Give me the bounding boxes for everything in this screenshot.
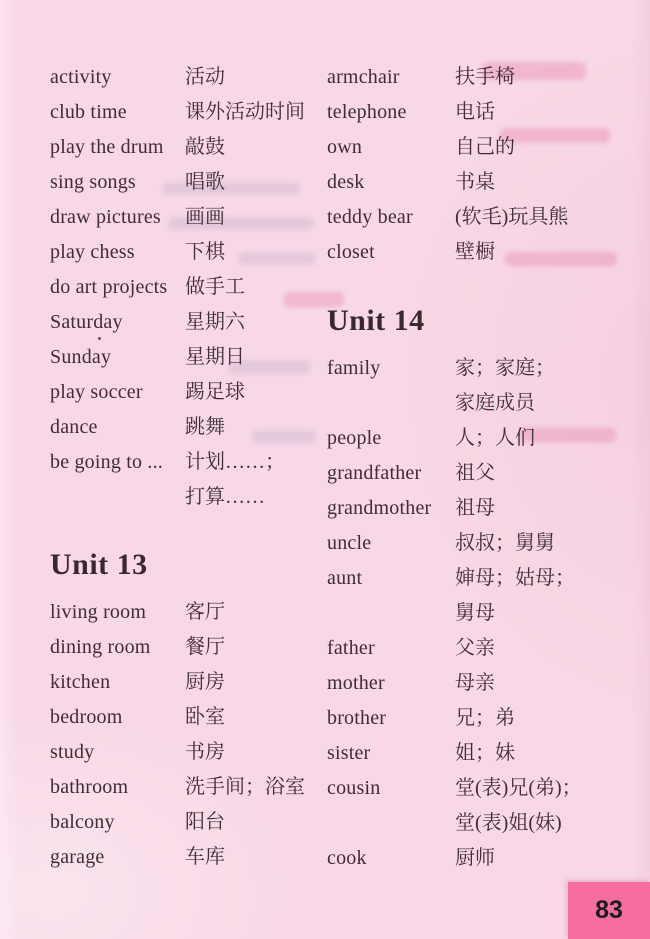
vocab-row [327,526,627,561]
vocab-row [327,841,627,876]
english-term: desk [327,171,365,193]
unit-14-heading: Unit 14 [327,304,425,337]
chinese-translation: 洗手间；浴室 [185,776,305,798]
page-number: 83 [595,896,623,924]
chinese-translation: 敲鼓 [185,136,225,158]
vocab-row [327,60,627,95]
english-term: living room [50,601,147,623]
right-column [327,60,627,876]
vocab-row [50,235,330,270]
vocab-row [50,410,330,445]
vocab-row [327,491,627,526]
vocab-row [327,666,627,701]
chinese-translation: 做手工 [185,276,245,298]
chinese-translation [455,561,575,631]
vocab-row [50,805,330,840]
chinese-translation: 唱歌 [185,171,225,193]
unit-14-vocab-list [327,351,627,876]
chinese-translation: 踢足球 [185,381,245,403]
vocab-row [327,165,627,200]
vocab-row [327,701,627,736]
unit-13-heading: Unit 13 [50,548,148,581]
english-term: mother [327,672,385,694]
english-term: play soccer [50,381,143,403]
chinese-translation: 扶手椅 [455,66,515,88]
chinese-translation-line: 计划……； [185,451,285,473]
english-term: armchair [327,66,400,88]
english-term: aunt [327,567,363,589]
chinese-translation: (软毛)玩具熊 [455,206,569,228]
vocab-row [327,771,627,841]
chinese-translation [185,445,285,515]
english-term: play the drum [50,136,164,158]
chinese-translation: 厨房 [185,671,225,693]
vocab-row [327,235,627,270]
vocab-row [327,95,627,130]
chinese-translation: 电话 [455,101,495,123]
chinese-translation: 书房 [185,741,225,763]
english-term: cook [327,847,367,869]
vocab-row [327,421,627,456]
english-term: uncle [327,532,372,554]
vocab-row [50,200,330,235]
chinese-translation: 祖父 [455,462,495,484]
chinese-translation: 画画 [185,206,225,228]
chinese-translation [455,351,555,421]
vocab-row [50,770,330,805]
chinese-translation: 星期六 [185,311,245,333]
english-term: family [327,357,381,379]
chinese-translation: 星期日 [185,346,245,368]
vocab-row [50,270,330,305]
vocab-row [50,60,330,95]
unit-13-vocab-list [50,595,330,875]
english-term: balcony [50,811,115,833]
english-term: father [327,637,375,659]
vocab-row [327,631,627,666]
chinese-translation [455,771,582,841]
vocab-row [50,375,330,410]
chinese-translation: 自己的 [455,136,515,158]
chinese-translation: 卧室 [185,706,225,728]
english-term: dining room [50,636,151,658]
english-term: teddy bear [327,206,413,228]
chinese-translation: 祖母 [455,497,495,519]
english-term: closet [327,241,375,263]
english-term: telephone [327,101,407,123]
chinese-translation-line: 堂(表)兄(弟)； [455,777,582,799]
chinese-translation: 跳舞 [185,416,225,438]
chinese-translation-line: 舅母 [455,602,495,624]
english-term: play chess [50,241,135,263]
chinese-translation: 兄；弟 [455,707,515,729]
right-vocab-list [327,60,627,270]
vocab-row [327,456,627,491]
chinese-translation: 餐厅 [185,636,225,658]
chinese-translation: 母亲 [455,672,495,694]
english-term: Sunday [50,346,112,368]
english-term: Saturday [50,311,123,333]
left-column [50,60,330,875]
english-term: sing songs [50,171,136,193]
vocab-row [50,840,330,875]
english-term: draw pictures [50,206,161,228]
vocab-row [327,561,627,631]
english-term: grandmother [327,497,432,519]
chinese-translation-line: 家庭成员 [455,392,535,414]
english-term: garage [50,846,105,868]
chinese-translation: 壁橱 [455,241,495,263]
english-term: be going to ... [50,451,163,473]
vocab-row [50,130,330,165]
vocab-row [50,340,330,375]
vocab-row [50,95,330,130]
chinese-translation-line: 打算…… [185,486,265,508]
english-term: bathroom [50,776,129,798]
chinese-translation: 课外活动时间 [185,101,305,123]
left-vocab-list [50,60,330,515]
vocab-row [327,200,627,235]
english-term: bedroom [50,706,123,728]
vocab-row [50,700,330,735]
chinese-translation: 下棋 [185,241,225,263]
vocab-row [50,630,330,665]
chinese-translation: 活动 [185,66,225,88]
chinese-translation: 厨师 [455,847,495,869]
english-term: brother [327,707,387,729]
english-term: grandfather [327,462,422,484]
chinese-translation: 客厅 [185,601,225,623]
chinese-translation: 阳台 [185,811,225,833]
english-term: study [50,741,95,763]
vocab-row [50,445,330,515]
chinese-translation: 车库 [185,846,225,868]
page-number-tab [568,882,650,939]
english-term: do art projects [50,276,168,298]
english-term: own [327,136,363,158]
english-term: club time [50,101,127,123]
chinese-translation-line: 家；家庭； [455,357,555,379]
english-term: people [327,427,382,449]
chinese-translation: 人；人们 [455,427,535,449]
chinese-translation-line: 婶母；姑母； [455,567,575,589]
chinese-translation-line: 堂(表)姐(妹) [455,812,562,834]
chinese-translation: 父亲 [455,637,495,659]
english-term: dance [50,416,98,438]
chinese-translation: 姐；妹 [455,742,515,764]
vocab-row [327,736,627,771]
chinese-translation: 叔叔；舅舅 [455,532,555,554]
chinese-translation: 书桌 [455,171,495,193]
vocab-row [50,595,330,630]
english-term: cousin [327,777,381,799]
english-term: activity [50,66,112,88]
vocab-row [50,305,330,340]
vocab-row [50,165,330,200]
english-term: sister [327,742,371,764]
vocab-row [50,665,330,700]
english-term: kitchen [50,671,111,693]
vocab-row [50,735,330,770]
vocab-row [327,351,627,421]
vocab-row [327,130,627,165]
